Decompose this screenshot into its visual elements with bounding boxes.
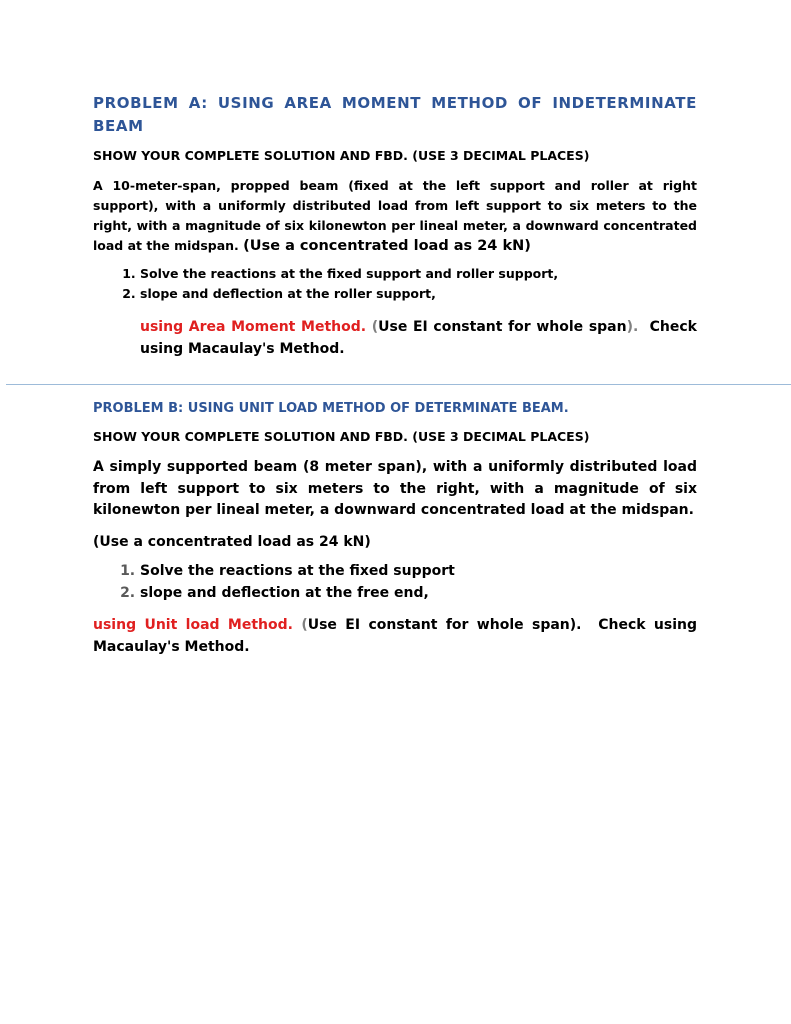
- problem-b-task-1: 1. Solve the reactions at the fixed support: [140, 561, 697, 583]
- problem-a-load-note: (Use a concentrated load as 24 kN): [243, 238, 531, 254]
- problem-a-method-label: using Area Moment Method.: [140, 319, 367, 335]
- problem-a-description-text: A 10-meter-span, propped beam (fixed at the left support and roller at right support), with a uniformly distributed load from left support to six meters to the right, with a magnitude of six kilonewton per lineal meter, a downward concentrated load at the midspan.: [93, 178, 697, 253]
- problem-a-check: Check using Macaulay's Method.: [140, 319, 697, 357]
- problem-b-title: PROBLEM B: USING UNIT LOAD METHOD OF DETERMINATE BEAM.: [93, 401, 569, 416]
- problem-b-task-2: 2. slope and deflection at the free end,: [140, 583, 697, 605]
- problem-a-title: PROBLEM A: USING AREA MOMENT METHOD OF INDETERMINATE BEAM: [93, 94, 697, 135]
- problem-a-ei-note: Use EI constant for whole span: [378, 319, 627, 335]
- problem-b-instruction: SHOW YOUR COMPLETE SOLUTION AND FBD. (USE 3 DECIMAL PLACES): [93, 429, 590, 444]
- problem-a-method: [140, 316, 697, 360]
- problem-b-check: Check using Macaulay's Method.: [93, 617, 698, 655]
- problem-a-description: [93, 176, 697, 256]
- section-divider: [6, 384, 791, 385]
- problem-b-section: [93, 399, 697, 658]
- problem-a-task-list: [93, 264, 697, 304]
- problem-a-paren-open: (: [371, 319, 379, 335]
- problem-b-description: A simply supported beam (8 meter span), with a uniformly distributed load from left support to six meters to the right, with a magnitude of six kilonewton per lineal meter, a downward concentrated load at the midspan.: [93, 459, 697, 518]
- problem-b-ei-note: Use EI constant for whole span).: [307, 617, 582, 633]
- problem-a-section: [93, 92, 697, 360]
- problem-a-paren-close: ).: [626, 319, 639, 335]
- problem-b-method-label: using Unit load Method.: [93, 617, 293, 633]
- problem-b-paren-open: (: [301, 617, 308, 633]
- problem-b-method: [93, 614, 697, 658]
- problem-a-task-2: 2. slope and deflection at the roller support,: [140, 284, 697, 304]
- problem-b-load-note: (Use a concentrated load as 24 kN): [93, 533, 371, 550]
- problem-a-instruction: SHOW YOUR COMPLETE SOLUTION AND FBD. (USE 3 DECIMAL PLACES): [93, 148, 590, 163]
- problem-a-task-1: 1. Solve the reactions at the fixed support and roller support,: [140, 264, 697, 284]
- problem-b-task-list: [93, 561, 697, 604]
